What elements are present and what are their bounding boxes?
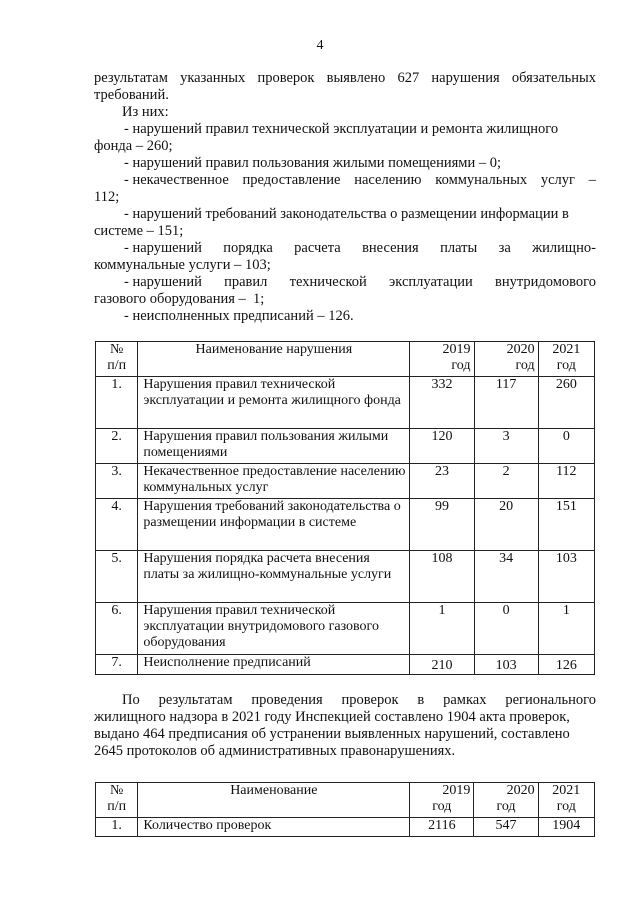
- list-item-line: коммунальные услуги – 103;: [94, 257, 271, 273]
- word: результатам: [94, 70, 168, 86]
- word: технической: [289, 274, 367, 290]
- col-header-num: [96, 342, 138, 377]
- row-number: 2.: [96, 429, 138, 464]
- word: внесения: [362, 240, 419, 256]
- list-item-line: - нарушений правил пользования жилыми помещениями – 0;: [124, 155, 502, 171]
- word: По: [122, 692, 140, 708]
- word: предоставление: [242, 172, 341, 188]
- value-2021: 260: [538, 377, 594, 429]
- row-name: Нарушения правил технической эксплуатации внутридомового газового оборудования: [138, 603, 410, 655]
- value-2020: 0: [474, 603, 538, 655]
- row-number: 6.: [96, 603, 138, 655]
- header-text: 2021: [552, 342, 581, 357]
- row-number: 3.: [96, 464, 138, 499]
- col-header-num: [96, 783, 138, 818]
- inspections-table: [95, 782, 595, 837]
- page-number: 4: [316, 38, 324, 53]
- header-text: 2019: [442, 342, 471, 357]
- col-header-name: Наименование: [138, 783, 410, 818]
- paragraph-line: жилищного надзора в 2021 году Инспекцией составлено 1904 акта проверок,: [94, 709, 570, 725]
- word: 627: [397, 70, 420, 86]
- row-number: 4.: [96, 499, 138, 551]
- of-them-label: Из них:: [122, 104, 169, 120]
- header-text: 2020: [506, 342, 535, 357]
- paragraph-line: требований.: [94, 87, 169, 103]
- paragraph-line: [94, 692, 596, 709]
- header-text: 2021: [552, 783, 581, 798]
- word: - некачественное: [124, 172, 229, 188]
- value-2020: 117: [474, 377, 538, 429]
- value-2021: 112: [538, 464, 594, 499]
- body-text: [94, 70, 596, 325]
- paragraph-line: выдано 464 предписания об устранении выявленных нарушений, составлено: [94, 726, 570, 742]
- word: проверок: [341, 692, 399, 708]
- word: порядка: [223, 240, 273, 256]
- header-text: год: [451, 358, 471, 373]
- header-text: год: [515, 358, 535, 373]
- word: - нарушений: [124, 274, 202, 290]
- word: результатам: [158, 692, 233, 708]
- row-name: Неисполнение предписаний: [138, 655, 410, 675]
- header-text: 2019: [442, 783, 471, 798]
- list-item-line: [94, 240, 596, 257]
- header-text: п/п: [107, 358, 127, 373]
- word: обязательных: [511, 70, 596, 86]
- header-text: 2020: [506, 783, 535, 798]
- word: указанных: [180, 70, 246, 86]
- header-text: год: [556, 358, 576, 373]
- col-header-2020: [474, 342, 538, 377]
- paragraph-line: [94, 70, 596, 87]
- value-2020: 103: [474, 655, 538, 675]
- list-item-line: - нарушений требований законодательства о размещении информации в: [124, 206, 569, 222]
- word: за: [498, 240, 511, 256]
- summary-paragraph: [94, 692, 596, 760]
- list-item-line: [94, 274, 596, 291]
- list-item-line: [94, 172, 596, 189]
- word: проверок: [257, 70, 315, 86]
- value-2020: 20: [474, 499, 538, 551]
- table-row: [96, 499, 595, 551]
- list-item-line: - нарушений правил технической эксплуатации и ремонта жилищного: [124, 121, 559, 137]
- list-item-line: системе – 151;: [94, 223, 184, 239]
- table-header-row: [96, 783, 595, 818]
- paragraph-line: 2645 протоколов об административных правонарушениях.: [94, 743, 456, 759]
- list-item-line: фонда – 260;: [94, 138, 173, 154]
- value-2020: 2: [474, 464, 538, 499]
- row-number: 7.: [96, 655, 138, 675]
- word: расчета: [294, 240, 341, 256]
- col-header-2020: [474, 783, 538, 818]
- row-name: Нарушения правил пользования жилыми помещениями: [138, 429, 410, 464]
- col-header-name: Наименование нарушения: [138, 342, 410, 377]
- header-text: год: [496, 799, 516, 814]
- row-name: Количество проверок: [138, 818, 410, 837]
- table-row: [96, 464, 595, 499]
- word: регионального: [505, 692, 596, 708]
- value-2019: 210: [410, 655, 474, 675]
- word: внутридомового: [494, 274, 596, 290]
- header-text: №: [109, 342, 124, 357]
- value-2021: 0: [538, 429, 594, 464]
- row-number: 5.: [96, 551, 138, 603]
- value-2019: 2116: [410, 818, 474, 837]
- value-2019: 120: [410, 429, 474, 464]
- row-number: 1.: [96, 818, 138, 837]
- row-number: 1.: [96, 377, 138, 429]
- header-text: год: [556, 799, 576, 814]
- word: - нарушений: [124, 240, 202, 256]
- value-2021: 1904: [538, 818, 594, 837]
- table-row: [96, 603, 595, 655]
- row-name: Нарушения правил технической эксплуатации и ремонта жилищного фонда: [138, 377, 410, 429]
- table-row: [96, 551, 595, 603]
- row-name: Нарушения порядка расчета внесения платы за жилищно-коммунальные услуги: [138, 551, 410, 603]
- header-text: №: [110, 783, 124, 798]
- value-2019: 1: [410, 603, 474, 655]
- value-2019: 99: [410, 499, 474, 551]
- header-text: год: [432, 799, 452, 814]
- list-item-line: - неисполненных предписаний – 126.: [124, 308, 354, 324]
- table-row: [96, 377, 595, 429]
- value-2020: 34: [474, 551, 538, 603]
- col-header-2021: [538, 783, 594, 818]
- table-header-row: [96, 342, 595, 377]
- word: услуг: [540, 172, 575, 188]
- value-2021: 103: [538, 551, 594, 603]
- col-header-2019: [410, 783, 474, 818]
- table-row: [96, 818, 595, 837]
- word: нарушения: [431, 70, 500, 86]
- table-row: [96, 655, 595, 675]
- row-name: Некачественное предоставление населению коммунальных услуг: [138, 464, 410, 499]
- value-2019: 332: [410, 377, 474, 429]
- list-item-line: 112;: [94, 189, 120, 205]
- value-2021: 1: [538, 603, 594, 655]
- col-header-2019: [410, 342, 474, 377]
- word: платы: [440, 240, 478, 256]
- value-2020: 547: [474, 818, 538, 837]
- header-text: п/п: [107, 799, 127, 814]
- word: рамках: [443, 692, 487, 708]
- list-item-line: газового оборудования – 1;: [94, 291, 265, 307]
- col-header-2021: [538, 342, 594, 377]
- word: правил: [224, 274, 268, 290]
- violations-table: [95, 341, 595, 675]
- word: проведения: [251, 692, 323, 708]
- value-2020: 3: [474, 429, 538, 464]
- word: эксплуатации: [389, 274, 473, 290]
- word: коммунальных: [435, 172, 528, 188]
- value-2019: 23: [410, 464, 474, 499]
- word: –: [588, 172, 596, 188]
- word: населению: [354, 172, 422, 188]
- word: выявлено: [326, 70, 386, 86]
- value-2021: 151: [538, 499, 594, 551]
- value-2019: 108: [410, 551, 474, 603]
- value-2021: 126: [538, 655, 594, 675]
- word: жилищно-: [532, 240, 596, 256]
- word: в: [417, 692, 425, 708]
- table-row: [96, 429, 595, 464]
- row-name: Нарушения требований законодательства о размещении информации в системе: [138, 499, 410, 551]
